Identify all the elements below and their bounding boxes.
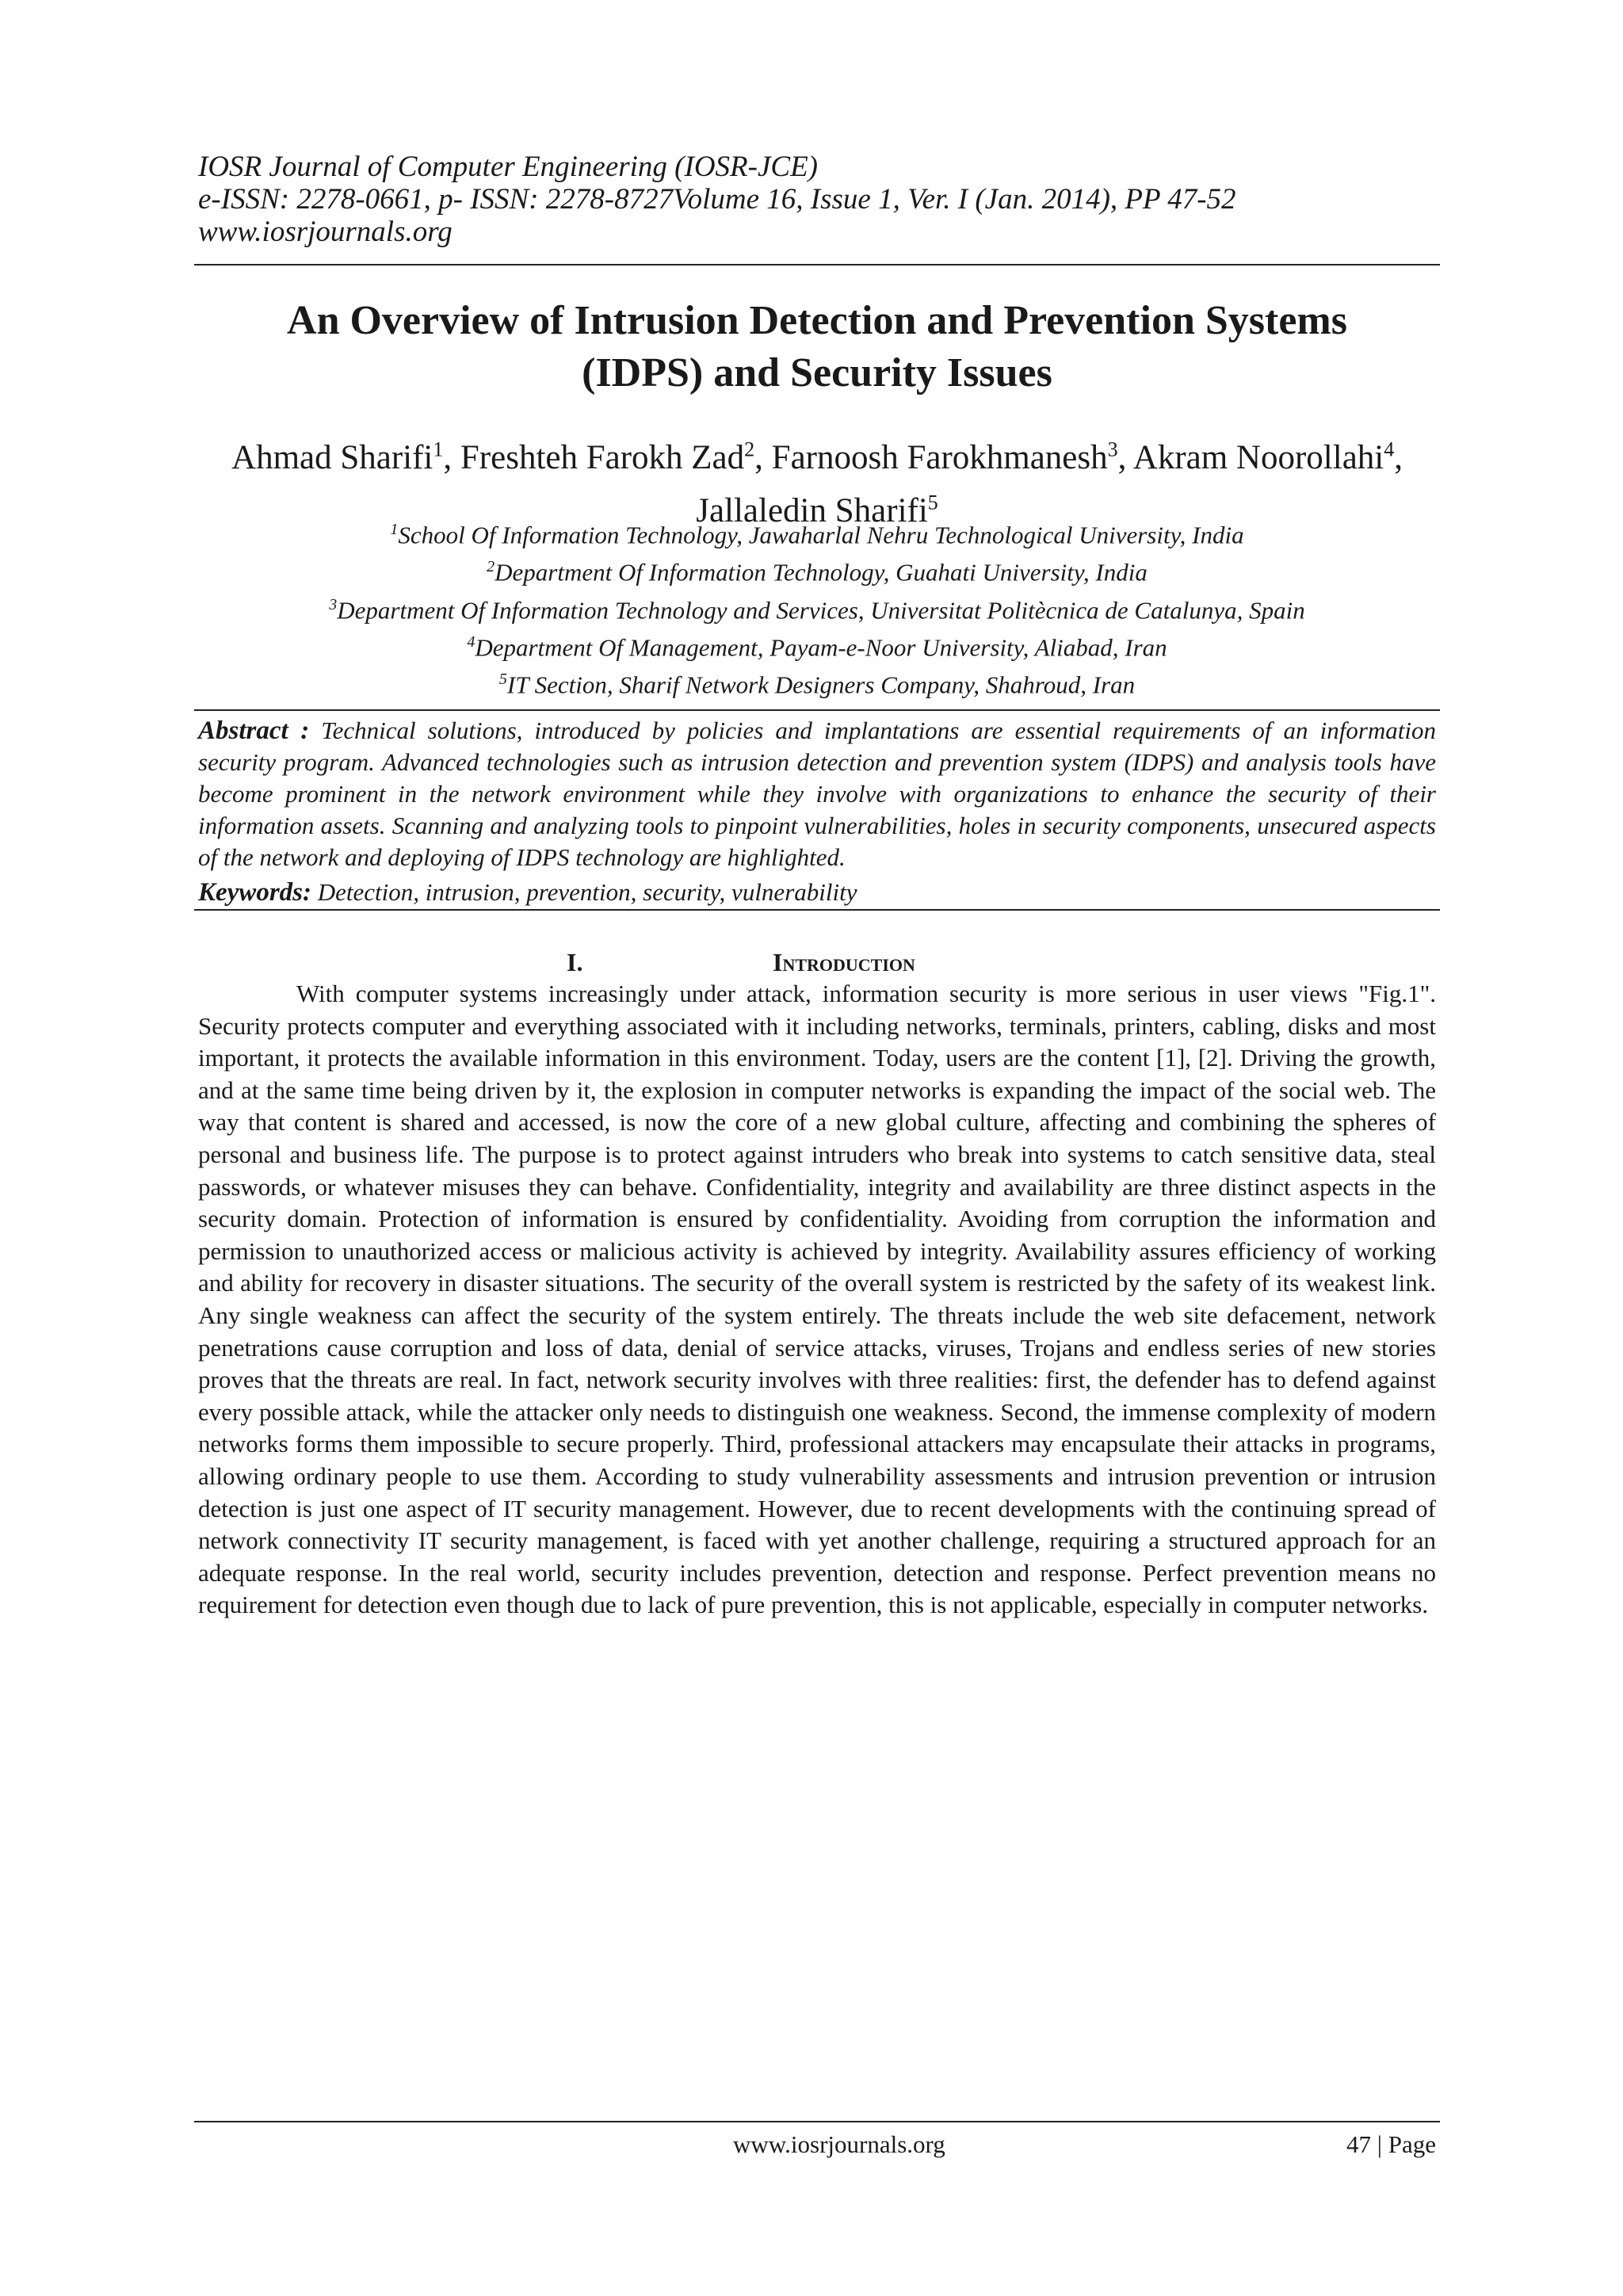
affiliation: $^5$IT Section, Sharif Network Designers Company, Shahroud, Iran — [498, 670, 1136, 699]
affiliation: $^3$Department Of Information Technology and Services, Universitat Politècnica de Catalunya, Spain — [329, 595, 1305, 624]
abstract-label: Abstract : — [198, 716, 310, 745]
abstract-text: Technical solutions, introduced by policies and implantations are essential requirements of an information security program. Advanced technologies such as intrusion detection and prevention system (IDPS) and analysis tools have become prominent in the network environment while they involve with organizations to enhance the security of their information assets. Scanning and analyzing tools to pinpoint vulnerabilities, holes in security components, unsecured aspects of the network and deploying of IDPS technology are highlighted. — [198, 716, 1436, 871]
header-divider — [194, 264, 1440, 266]
title-line-2: (IDPS) and Security Issues — [582, 350, 1052, 395]
keywords-text: Detection, intrusion, prevention, security, vulnerability — [317, 878, 857, 906]
affiliation-list — [194, 514, 1440, 701]
abstract — [198, 715, 1436, 873]
abstract-bottom-divider — [194, 909, 1440, 911]
affiliation: $^4$Department Of Management, Payam-e-Noor University, Aliabad, Iran — [467, 632, 1167, 662]
author: Jallaledin Sharifi$^5$ — [696, 491, 938, 529]
abstract-top-divider — [194, 709, 1440, 711]
keywords-label: Keywords: — [198, 878, 311, 907]
section-number: I. — [567, 948, 583, 976]
author: Akram Noorollahi$^4$, — [1132, 438, 1403, 477]
footer-website[interactable]: www.iosrjournals.org — [733, 2130, 945, 2158]
keywords — [198, 877, 1436, 908]
journal-website[interactable]: www.iosrjournals.org — [198, 216, 453, 248]
title-line-1: An Overview of Intrusion Detection and Prevention Systems — [287, 298, 1347, 343]
author: Freshteh Farokh Zad$^2$, — [460, 438, 772, 477]
affiliation: $^1$School Of Information Technology, Jawaharlal Nehru Technological University, India — [390, 521, 1244, 549]
footer-divider — [194, 2121, 1440, 2122]
page-number: 47 | Page — [1346, 2130, 1436, 2158]
journal-name: IOSR Journal of Computer Engineering (IOSR-JCE) — [198, 151, 818, 183]
affiliation: $^2$Department Of Information Technology, Guahati University, India — [487, 558, 1148, 586]
paper-title — [194, 295, 1440, 399]
author: Farnoosh Farokhmanesh$^3$, — [771, 438, 1133, 477]
section-name: Introduction — [773, 948, 915, 976]
introduction-paragraph: With computer systems increasingly under attack, information security is more serious in user views "Fig.1". Security protects computer and everything associated with it including networks, terminals, printers, cabling, disks and most important, it protects the available information in this environment. Today, users are the content [1], [2]. Driving the growth, and at the same time being driven by it, the explosion in computer networks is expanding the impact of the social web. The way that content is shared and accessed, is now the core of a new global culture, affecting and combining the spheres of personal and business life. The purpose is to protect against intruders who break into systems to catch sensitive data, steal passwords, or whatever misuses they can behave. Confidentiality, integrity and availability are three distinct aspects in the security domain. Protection of information is ensured by confidentiality. Avoiding from corruption the information and permission to unauthorized access or malicious activity is achieved by integrity. Availability assures efficiency of working and ability for recovery in disaster situations. The security of the overall system is restricted by the safety of its weakest link. Any single weakness can affect the security of the system entirely. The threats include the web site defacement, network penetrations cause corruption and loss of data, denial of service attacks, viruses, Trojans and endless series of new stories proves that the threats are real. In fact, network security involves with three realities: first, the defender has to defend against every possible attack, while the attacker only needs to distinguish one weakness. Second, the immense complexity of modern networks forms them impossible to secure properly. Third, professional attackers may encapsulate their attacks in programs, allowing ordinary people to use them. According to study vulnerability assessments and intrusion prevention or intrusion detection is just one aspect of IT security management. However, due to recent developments with the continuing spread of network connectivity IT security management, is faced with yet another challenge, requiring a structured approach for an adequate response. In the real world, security includes prevention, detection and response. Perfect prevention means no requirement for detection even though due to lack of pure prevention, this is not applicable, especially in computer networks. — [198, 980, 1436, 1619]
issn-line: e-ISSN: 2278-0661, p- ISSN: 2278-8727Volume 16, Issue 1, Ver. I (Jan. 2014), PP 47-52 — [198, 183, 1236, 216]
journal-header — [198, 151, 1442, 248]
author: Ahmad Sharifi$^1$, — [231, 438, 460, 477]
